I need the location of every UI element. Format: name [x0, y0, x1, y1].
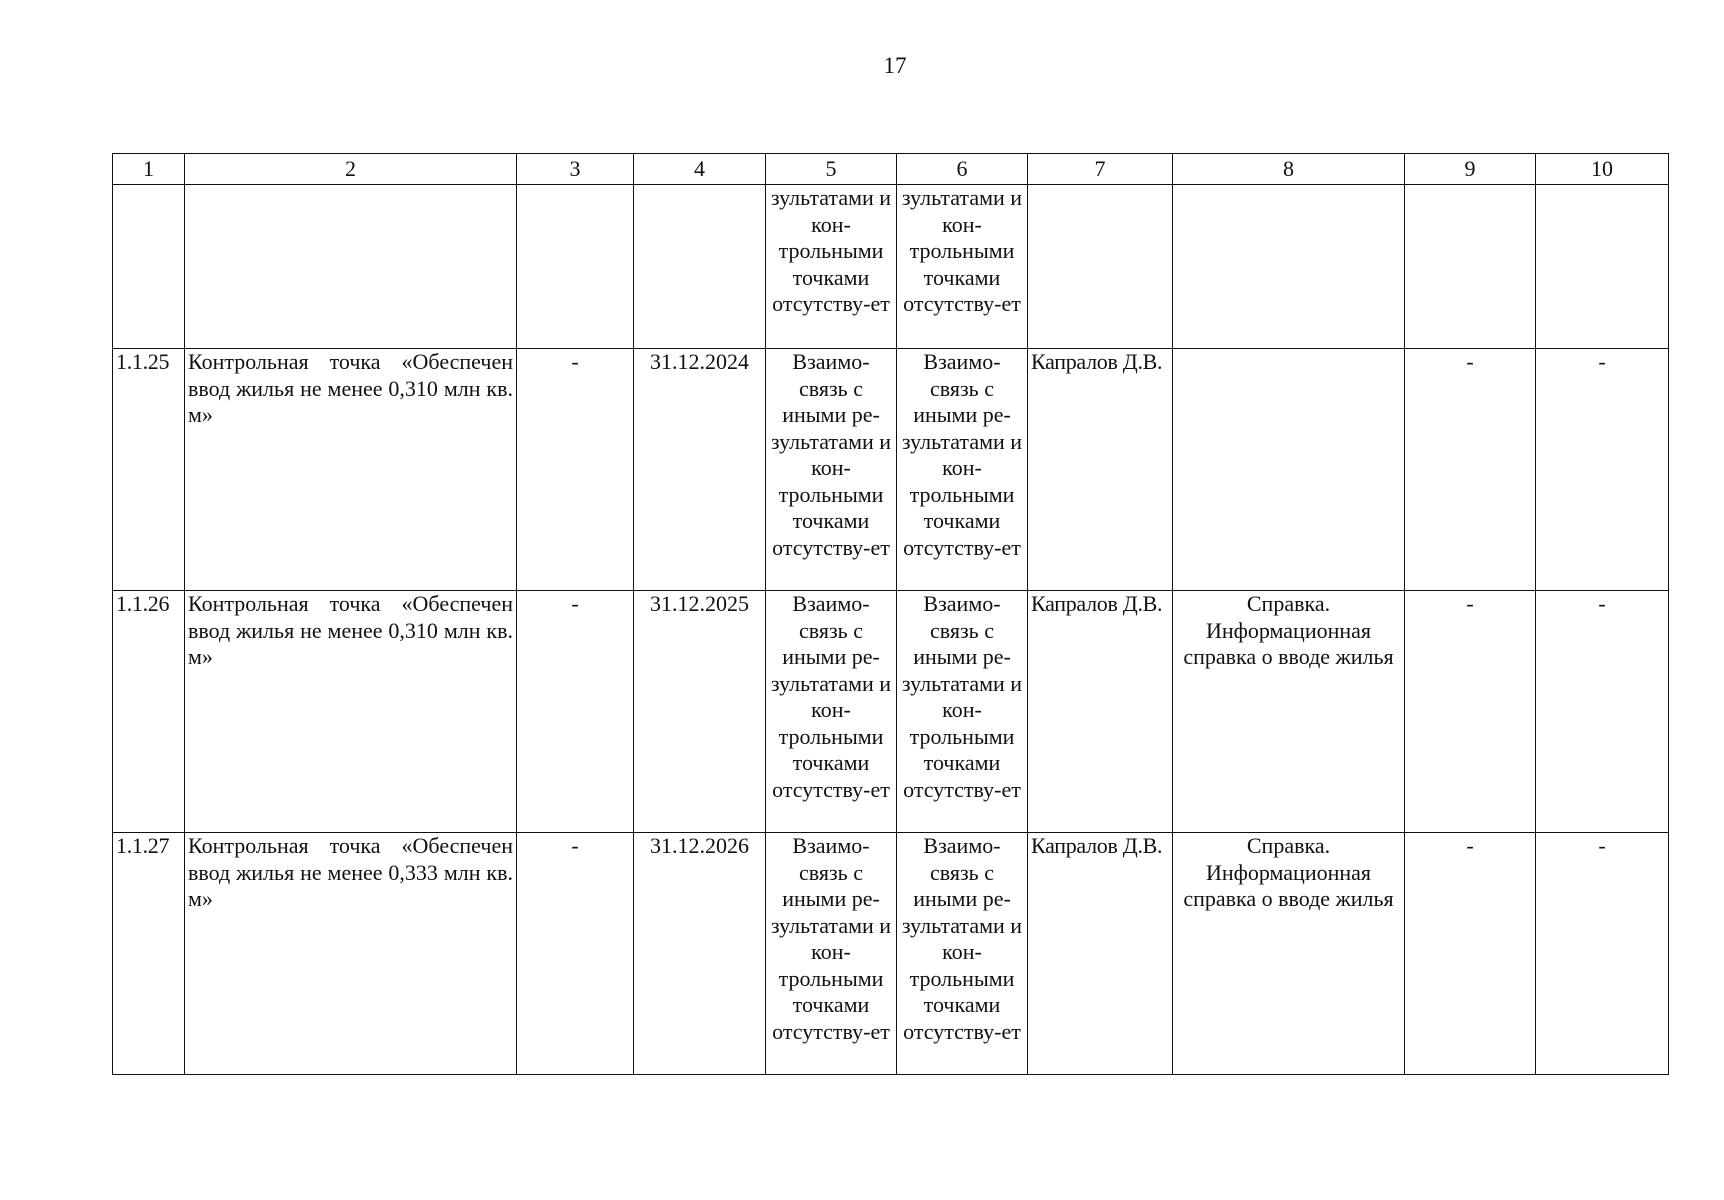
page-number: 17: [883, 53, 907, 78]
cell-item-number: 1.1.26: [113, 591, 185, 833]
cell-document: [1173, 349, 1405, 591]
column-header-8: 8: [1173, 154, 1405, 185]
cell-empty: [113, 185, 185, 349]
cell-dash: -: [1405, 591, 1536, 833]
column-header-9: 9: [1405, 154, 1536, 185]
table-row: [113, 591, 1669, 833]
cell-relation-points: зультатами и кон-трольными точками отсутству-ет: [897, 185, 1028, 349]
column-header-5: 5: [766, 154, 897, 185]
cell-relation-points: Взаимо-связь с иными ре-зультатами и кон-трольными точками отсутству-ет: [897, 349, 1028, 591]
cell-dash: -: [517, 591, 634, 833]
cell-dash: -: [1536, 833, 1669, 1075]
column-header-4: 4: [634, 154, 766, 185]
cell-relation-results: Взаимо-связь с иными ре-зультатами и кон-трольными точками отсутству-ет: [766, 591, 897, 833]
column-header-3: 3: [517, 154, 634, 185]
cell-responsible: Капралов Д.В.: [1028, 591, 1173, 833]
control-points-table: [112, 153, 1669, 1075]
column-header-2: 2: [185, 154, 517, 185]
column-header-1: 1: [113, 154, 185, 185]
column-header-7: 7: [1028, 154, 1173, 185]
cell-relation-points: Взаимо-связь с иными ре-зультатами и кон-трольными точками отсутству-ет: [897, 591, 1028, 833]
cell-empty: [1536, 185, 1669, 349]
table-row: [113, 349, 1669, 591]
cell-empty: [1405, 185, 1536, 349]
cell-responsible: Капралов Д.В.: [1028, 349, 1173, 591]
cell-dash: -: [1405, 349, 1536, 591]
cell-dash: -: [1536, 591, 1669, 833]
cell-relation-results: зультатами и кон-трольными точками отсутству-ет: [766, 185, 897, 349]
cell-date: 31.12.2025: [634, 591, 766, 833]
column-header-10: 10: [1536, 154, 1669, 185]
table-row: [113, 833, 1669, 1075]
cell-item-number: 1.1.27: [113, 833, 185, 1075]
cell-document: Справка. Информационная справка о вводе жилья: [1173, 591, 1405, 833]
cell-relation-points: Взаимо-связь с иными ре-зультатами и кон-трольными точками отсутству-ет: [897, 833, 1028, 1075]
cell-relation-results: Взаимо-связь с иными ре-зультатами и кон-трольными точками отсутству-ет: [766, 349, 897, 591]
cell-control-point-name: Контрольная точка «Обеспечен ввод жилья не менее 0,310 млн кв. м»: [185, 591, 517, 833]
cell-empty: [185, 185, 517, 349]
cell-empty: [1028, 185, 1173, 349]
cell-dash: -: [517, 349, 634, 591]
column-number-header-row: [113, 154, 1669, 185]
cell-item-number: 1.1.25: [113, 349, 185, 591]
table-row-continuation: [113, 185, 1669, 349]
cell-document: Справка. Информационная справка о вводе жилья: [1173, 833, 1405, 1075]
cell-empty: [634, 185, 766, 349]
cell-relation-results: Взаимо-связь с иными ре-зультатами и кон-трольными точками отсутству-ет: [766, 833, 897, 1075]
cell-control-point-name: Контрольная точка «Обеспечен ввод жилья не менее 0,333 млн кв. м»: [185, 833, 517, 1075]
cell-empty: [1173, 185, 1405, 349]
cell-dash: -: [1405, 833, 1536, 1075]
cell-dash: -: [517, 833, 634, 1075]
cell-dash: -: [1536, 349, 1669, 591]
cell-empty: [517, 185, 634, 349]
cell-date: 31.12.2024: [634, 349, 766, 591]
cell-control-point-name: Контрольная точка «Обеспечен ввод жилья не менее 0,310 млн кв. м»: [185, 349, 517, 591]
cell-responsible: Капралов Д.В.: [1028, 833, 1173, 1075]
cell-date: 31.12.2026: [634, 833, 766, 1075]
column-header-6: 6: [897, 154, 1028, 185]
